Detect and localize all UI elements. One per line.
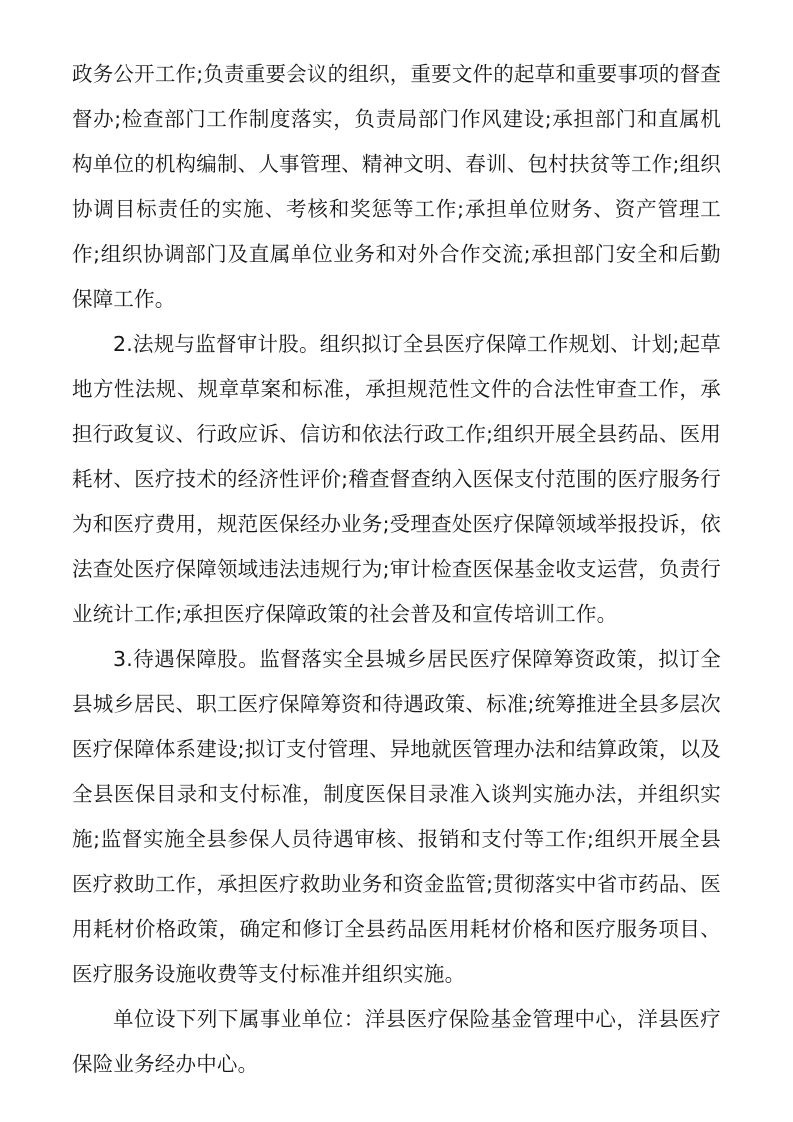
paragraph-section-3: 3.待遇保障股。监督落实全县城乡居民医疗保障筹资政策，拟订全县城乡居民、职工医疗保障筹资和待遇政策、标准;统筹推进全县多层次医疗保障体系建设;拟订支付管理、异地就医管理办法和结算政策，以及全县医保目录和支付标准，制度医保目录准入谈判实施办法，并组织实施;监督实施全县参保人员待遇审核、报销和支付等工作;组织开展全县医疗救助工作，承担医疗救助业务和资金监管;贯彻落实中省市药品、医用耗材价格政策，确定和修订全县药品医用耗材价格和医疗服务项目、医疗服务设施收费等支付标准并组织实施。 [72, 647, 721, 986]
paragraph-continuation: 政务公开工作;负责重要会议的组织，重要文件的起草和重要事项的督查督办;检查部门工作制度落实，负责局部门作风建设;承担部门和直属机构单位的机构编制、人事管理、精神文明、春训、包村扶贫等工作;组织协调目标责任的实施、考核和奖惩等工作;承担单位财务、资产管理工作;组织协调部门及直属单位业务和对外合作交流;承担部门安全和后勤保障工作。 [72, 62, 721, 311]
paragraph-section-2: 2.法规与监督审计股。组织拟订全县医疗保障工作规划、计划;起草地方性法规、规章草案和标准，承担规范性文件的合法性审查工作，承担行政复议、行政应诉、信访和依法行政工作;组织开展全县药品、医用耗材、医疗技术的经济性评价;稽查督查纳入医保支付范围的医疗服务行为和医疗费用，规范医保经办业务;受理查处医疗保障领域举报投诉，依法查处医疗保障领域违法违规行为;审计检查医保基金收支运营，负责行业统计工作;承担医疗保障政策的社会普及和宣传培训工作。 [72, 332, 721, 626]
document-body [72, 52, 721, 1087]
paragraph-subordinate-units: 单位设下列下属事业单位：洋县医疗保险基金管理中心，洋县医疗保险业务经办中心。 [72, 1007, 721, 1076]
